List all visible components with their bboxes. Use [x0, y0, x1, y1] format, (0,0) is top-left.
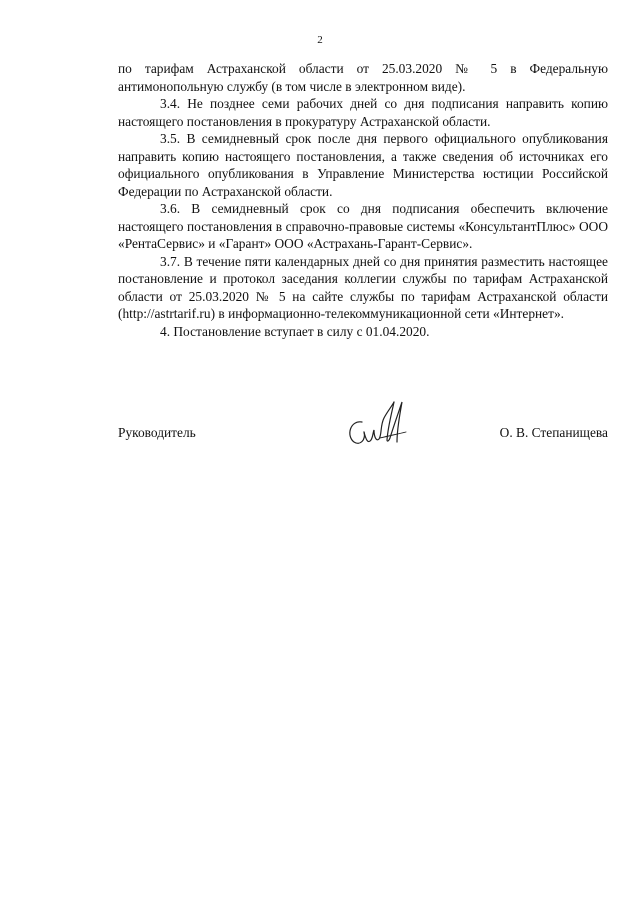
paragraph-item-3-5: 3.5. В семидневный срок после дня первого официального опубликования направить копию настоящего постановления, а также сведения об источниках его официального опубликования в Управление Министерства юстиции Российской Федерации по Астраханской области. — [118, 131, 608, 199]
handwritten-signature — [340, 392, 420, 452]
signatory-name: О. В. Степанищева — [499, 425, 608, 440]
paragraph-continuation: по тарифам Астраханской области от 25.03.2020 № 5 в Федеральную антимонопольную службу (в том числе в электронном виде). — [118, 61, 608, 94]
signatory-title: Руководитель — [118, 425, 196, 440]
paragraph-item-4: 4. Постановление вступает в силу с 01.04.2020. — [160, 323, 430, 339]
page-number: 2 — [317, 34, 323, 46]
paragraph-item-3-6: 3.6. В семидневный срок со дня подписания обеспечить включение настоящего постановления в справочно-правовые системы «КонсультантПлюс» ООО «РентаСервис» и «Гарант» ООО «Астрахань-Гарант-Сервис». — [118, 201, 608, 251]
paragraph-item-3-4: 3.4. Не позднее семи рабочих дней со дня подписания направить копию настоящего постановления в прокуратуру Астраханской области. — [118, 96, 608, 129]
document-body — [118, 60, 608, 340]
paragraph-item-3-7: 3.7. В течение пяти календарных дней со дня принятия разместить настоящее постановление и протокол заседания коллегии службы по тарифам Астраханской области от 25.03.2020 № 5 на сайте службы по тарифам Астраханской области (http://astrtarif.ru) в информационно-телекоммуникационной сети «Интернет». — [118, 253, 608, 321]
